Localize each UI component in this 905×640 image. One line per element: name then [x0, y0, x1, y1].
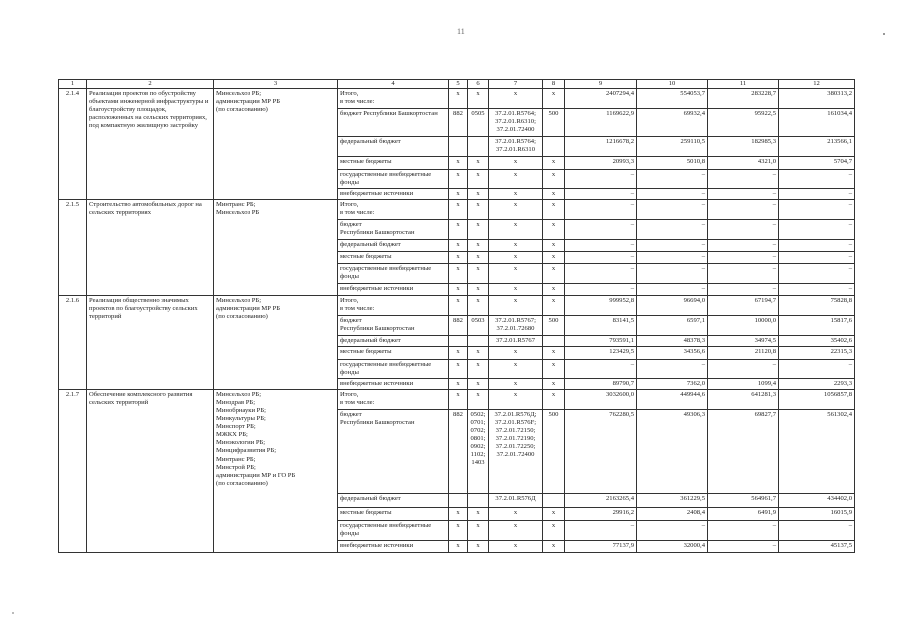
program-table [58, 79, 855, 553]
amount-cell: 2163265,4 [565, 494, 637, 508]
amount-cell: – [637, 170, 708, 189]
budget-code: х [489, 170, 543, 189]
amount-cell: – [637, 200, 708, 220]
header-cell: 10 [637, 80, 708, 89]
budget-code: х [449, 541, 468, 553]
amount-cell: 182985,3 [708, 137, 779, 157]
funding-source: бюджет Республики Башкортостан [338, 410, 449, 494]
budget-code: 500 [543, 109, 565, 137]
funding-source: бюджет Республики Башкортостан [338, 220, 449, 240]
funding-source: государственные внебюджетные фонды [338, 521, 449, 541]
budget-code: х [489, 521, 543, 541]
budget-code: х [449, 347, 468, 360]
amount-cell: 259110,5 [637, 137, 708, 157]
budget-code: 882 [449, 410, 468, 494]
budget-code: х [489, 360, 543, 379]
table-row [59, 296, 855, 316]
budget-code [468, 137, 489, 157]
amount-cell: 6597,1 [637, 316, 708, 336]
budget-code: х [543, 521, 565, 541]
budget-code: х [449, 521, 468, 541]
budget-code [543, 137, 565, 157]
amount-cell: – [565, 264, 637, 284]
budget-code: х [543, 379, 565, 390]
section-number: 2.1.6 [59, 296, 87, 390]
budget-code: х [543, 252, 565, 264]
amount-cell: 4321,0 [708, 157, 779, 170]
amount-cell: – [637, 220, 708, 240]
amount-cell: – [708, 252, 779, 264]
amount-cell: – [708, 240, 779, 252]
amount-cell: – [637, 240, 708, 252]
funding-source: государственные внебюджетные фонды [338, 170, 449, 189]
amount-cell: 434402,0 [779, 494, 855, 508]
budget-code: х [543, 541, 565, 553]
amount-cell: 6491,9 [708, 508, 779, 521]
funding-source: внебюджетные источники [338, 189, 449, 200]
budget-code [543, 336, 565, 347]
budget-code [468, 336, 489, 347]
measure-name: Реализация проектов по обустройству объектами инженерной инфраструктуры и благоустройству площадок, расположенных на сельских территориях, под компактную жилищную застройку [87, 89, 214, 200]
header-cell: 1 [59, 80, 87, 89]
amount-cell: – [708, 360, 779, 379]
section-number: 2.1.7 [59, 390, 87, 553]
budget-code: х [543, 189, 565, 200]
budget-code: 0502; 0701; 0702; 0801; 0902; 1102; 1403 [468, 410, 489, 494]
budget-code: х [489, 347, 543, 360]
amount-cell: 561302,4 [779, 410, 855, 494]
table-row [59, 390, 855, 410]
budget-code: х [543, 157, 565, 170]
section-number: 2.1.4 [59, 89, 87, 200]
amount-cell: – [565, 240, 637, 252]
funding-source: Итого, в том числе: [338, 89, 449, 109]
amount-cell: – [708, 284, 779, 296]
amount-cell: 16015,9 [779, 508, 855, 521]
amount-cell: 67194,7 [708, 296, 779, 316]
budget-code: х [468, 296, 489, 316]
budget-code: х [489, 240, 543, 252]
amount-cell: 49306,3 [637, 410, 708, 494]
amount-cell: – [565, 521, 637, 541]
budget-code: х [449, 390, 468, 410]
budget-code: х [449, 296, 468, 316]
amount-cell: 7362,0 [637, 379, 708, 390]
measure-name: Обеспечение комплексного развития сельских территорий [87, 390, 214, 553]
measure-name: Реализация общественно значимых проектов по благоустройству сельских территорий [87, 296, 214, 390]
funding-source: федеральный бюджет [338, 494, 449, 508]
amount-cell: – [637, 264, 708, 284]
amount-cell: 69827,7 [708, 410, 779, 494]
budget-code: х [449, 264, 468, 284]
executor: Минсельхоз РБ; Минздрав РБ; Минобрнауки РБ; Минкультуры РБ; Минспорт РБ; МЖКХ РБ; Минэкологии РБ; Минцифразвития РБ; Минтранс РБ; Минстрой РБ; администрации МР и ГО РБ (по согласованию) [214, 390, 338, 553]
budget-code: 882 [449, 316, 468, 336]
funding-source: внебюджетные источники [338, 284, 449, 296]
header-cell: 2 [87, 80, 214, 89]
budget-code: х [468, 252, 489, 264]
budget-code: х [543, 240, 565, 252]
amount-cell: 213566,1 [779, 137, 855, 157]
budget-code: х [489, 200, 543, 220]
amount-cell: 123429,5 [565, 347, 637, 360]
budget-code: х [489, 390, 543, 410]
budget-code: х [489, 264, 543, 284]
budget-code: х [449, 157, 468, 170]
amount-cell: 96694,0 [637, 296, 708, 316]
budget-code: х [489, 296, 543, 316]
amount-cell: – [637, 360, 708, 379]
budget-code: х [489, 157, 543, 170]
amount-cell: – [565, 284, 637, 296]
budget-code: х [543, 89, 565, 109]
header-cell: 12 [779, 80, 855, 89]
amount-cell: 95922,5 [708, 109, 779, 137]
amount-cell: 29916,2 [565, 508, 637, 521]
amount-cell: – [779, 170, 855, 189]
funding-source: внебюджетные источники [338, 379, 449, 390]
amount-cell: – [779, 189, 855, 200]
budget-code: х [543, 390, 565, 410]
amount-cell: – [779, 284, 855, 296]
budget-code: 882 [449, 109, 468, 137]
funding-source: бюджет Республики Башкортостан [338, 316, 449, 336]
budget-code: х [468, 379, 489, 390]
budget-code: х [449, 360, 468, 379]
amount-cell: – [565, 189, 637, 200]
budget-code [449, 494, 468, 508]
amount-cell: 20993,3 [565, 157, 637, 170]
budget-code: х [468, 508, 489, 521]
amount-cell: 283228,7 [708, 89, 779, 109]
amount-cell: 32000,4 [637, 541, 708, 553]
budget-code: 37.2.01.R576Д [489, 494, 543, 508]
amount-cell: – [779, 264, 855, 284]
amount-cell: 449944,6 [637, 390, 708, 410]
budget-code: х [543, 220, 565, 240]
amount-cell: 34974,5 [708, 336, 779, 347]
funding-source: местные бюджеты [338, 508, 449, 521]
amount-cell: 1216678,2 [565, 137, 637, 157]
budget-code: х [449, 240, 468, 252]
budget-code: 0505 [468, 109, 489, 137]
funding-source: местные бюджеты [338, 252, 449, 264]
executor: Минсельхоз РБ; администрации МР РБ (по согласованию) [214, 296, 338, 390]
amount-cell: 3032600,0 [565, 390, 637, 410]
amount-cell: 5010,8 [637, 157, 708, 170]
amount-cell: 75828,8 [779, 296, 855, 316]
amount-cell: 48378,3 [637, 336, 708, 347]
budget-code: х [543, 284, 565, 296]
funding-source: Итого, в том числе: [338, 390, 449, 410]
header-cell: 5 [449, 80, 468, 89]
budget-code: х [449, 189, 468, 200]
executor: Минтранс РБ; Минсельхоз РБ [214, 200, 338, 296]
budget-code: х [543, 264, 565, 284]
amount-cell: – [565, 220, 637, 240]
amount-cell: 45137,5 [779, 541, 855, 553]
amount-cell: – [779, 220, 855, 240]
table-row [59, 89, 855, 109]
amount-cell: – [708, 170, 779, 189]
header-cell: 7 [489, 80, 543, 89]
amount-cell: – [637, 252, 708, 264]
amount-cell: – [565, 360, 637, 379]
budget-code: х [468, 360, 489, 379]
amount-cell: 564961,7 [708, 494, 779, 508]
amount-cell: – [708, 541, 779, 553]
page-number: 11 [457, 27, 465, 36]
amount-cell: – [637, 284, 708, 296]
amount-cell: – [708, 264, 779, 284]
budget-code: х [468, 541, 489, 553]
amount-cell: – [637, 521, 708, 541]
budget-code: х [489, 284, 543, 296]
amount-cell: 2408,4 [637, 508, 708, 521]
scan-speck [12, 612, 14, 614]
budget-code: х [543, 170, 565, 189]
budget-code: х [543, 200, 565, 220]
budget-code: х [449, 220, 468, 240]
amount-cell: 21120,8 [708, 347, 779, 360]
amount-cell: – [779, 200, 855, 220]
header-row [59, 80, 855, 89]
amount-cell: 1099,4 [708, 379, 779, 390]
budget-code: х [449, 379, 468, 390]
budget-code: 500 [543, 316, 565, 336]
section-number: 2.1.5 [59, 200, 87, 296]
budget-code: х [489, 541, 543, 553]
budget-code: 37.2.01.R5764; 37.2.01.R6310 [489, 137, 543, 157]
amount-cell: 793591,1 [565, 336, 637, 347]
budget-code: 37.2.01.R5764; 37.2.01.R6310; 37.2.01.72400 [489, 109, 543, 137]
budget-code: х [543, 508, 565, 521]
amount-cell: 161034,4 [779, 109, 855, 137]
budget-code: х [543, 360, 565, 379]
amount-cell: – [565, 252, 637, 264]
amount-cell: – [779, 521, 855, 541]
budget-code: х [468, 390, 489, 410]
budget-code: х [489, 189, 543, 200]
budget-code: х [449, 89, 468, 109]
funding-source: внебюджетные источники [338, 541, 449, 553]
budget-code: х [543, 347, 565, 360]
amount-cell: – [708, 220, 779, 240]
budget-code: х [468, 170, 489, 189]
budget-code: х [468, 347, 489, 360]
funding-source: федеральный бюджет [338, 240, 449, 252]
budget-code: х [468, 157, 489, 170]
header-cell: 8 [543, 80, 565, 89]
budget-code: х [489, 508, 543, 521]
amount-cell: 22315,3 [779, 347, 855, 360]
table-row [59, 200, 855, 220]
amount-cell: 10000,0 [708, 316, 779, 336]
budget-code: х [449, 170, 468, 189]
budget-code: 37.2.01.R576Д; 37.2.01.R576F; 37.2.01.72150; 37.2.01.72190; 37.2.01.72250; 37.2.01.72400 [489, 410, 543, 494]
budget-code: 0503 [468, 316, 489, 336]
budget-code [543, 494, 565, 508]
budget-code [468, 494, 489, 508]
budget-code: х [468, 220, 489, 240]
funding-source: государственные внебюджетные фонды [338, 264, 449, 284]
budget-code: х [468, 189, 489, 200]
amount-cell: – [708, 521, 779, 541]
amount-cell: 15817,6 [779, 316, 855, 336]
budget-code: х [468, 240, 489, 252]
amount-cell: 69932,4 [637, 109, 708, 137]
amount-cell: – [637, 189, 708, 200]
funding-source: местные бюджеты [338, 157, 449, 170]
funding-source: бюджет Республики Башкортостан [338, 109, 449, 137]
amount-cell: – [779, 240, 855, 252]
header-cell: 4 [338, 80, 449, 89]
budget-code: 500 [543, 410, 565, 494]
budget-code: х [449, 200, 468, 220]
funding-source: Итого, в том числе: [338, 200, 449, 220]
amount-cell: 762280,5 [565, 410, 637, 494]
header-cell: 9 [565, 80, 637, 89]
amount-cell: 1169622,9 [565, 109, 637, 137]
amount-cell: 89790,7 [565, 379, 637, 390]
amount-cell: – [708, 200, 779, 220]
budget-code [449, 336, 468, 347]
scan-speck [883, 33, 885, 35]
funding-source: федеральный бюджет [338, 336, 449, 347]
amount-cell: – [779, 360, 855, 379]
funding-source: федеральный бюджет [338, 137, 449, 157]
budget-code: х [468, 284, 489, 296]
budget-code: х [468, 89, 489, 109]
budget-code: х [449, 252, 468, 264]
amount-cell: – [565, 200, 637, 220]
budget-code: х [489, 252, 543, 264]
executor: Минсельхоз РБ; администрации МР РБ (по согласованию) [214, 89, 338, 200]
budget-code: 37.2.01.R5767; 37.2.01.72680 [489, 316, 543, 336]
amount-cell: 361229,5 [637, 494, 708, 508]
budget-code: 37.2.01.R5767 [489, 336, 543, 347]
amount-cell: 35402,6 [779, 336, 855, 347]
funding-source: государственные внебюджетные фонды [338, 360, 449, 379]
budget-code: х [468, 521, 489, 541]
amount-cell: 380313,2 [779, 89, 855, 109]
amount-cell: 77137,9 [565, 541, 637, 553]
budget-code: х [489, 379, 543, 390]
header-cell: 6 [468, 80, 489, 89]
budget-code: х [543, 296, 565, 316]
budget-code: х [468, 264, 489, 284]
budget-code: х [449, 284, 468, 296]
header-cell: 3 [214, 80, 338, 89]
amount-cell: 83141,5 [565, 316, 637, 336]
amount-cell: – [708, 189, 779, 200]
amount-cell: 34356,6 [637, 347, 708, 360]
funding-source: местные бюджеты [338, 347, 449, 360]
amount-cell: 999952,8 [565, 296, 637, 316]
header-cell: 11 [708, 80, 779, 89]
amount-cell: – [779, 252, 855, 264]
budget-code: х [468, 200, 489, 220]
budget-code: х [489, 89, 543, 109]
funding-source: Итого, в том числе: [338, 296, 449, 316]
measure-name: Строительство автомобильных дорог на сельских территориях [87, 200, 214, 296]
amount-cell: 2293,3 [779, 379, 855, 390]
amount-cell: 1056857,8 [779, 390, 855, 410]
budget-code [449, 137, 468, 157]
budget-code: х [489, 220, 543, 240]
amount-cell: 641281,3 [708, 390, 779, 410]
budget-code: х [449, 508, 468, 521]
amount-cell: 5704,7 [779, 157, 855, 170]
amount-cell: 554053,7 [637, 89, 708, 109]
amount-cell: 2407294,4 [565, 89, 637, 109]
amount-cell: – [565, 170, 637, 189]
